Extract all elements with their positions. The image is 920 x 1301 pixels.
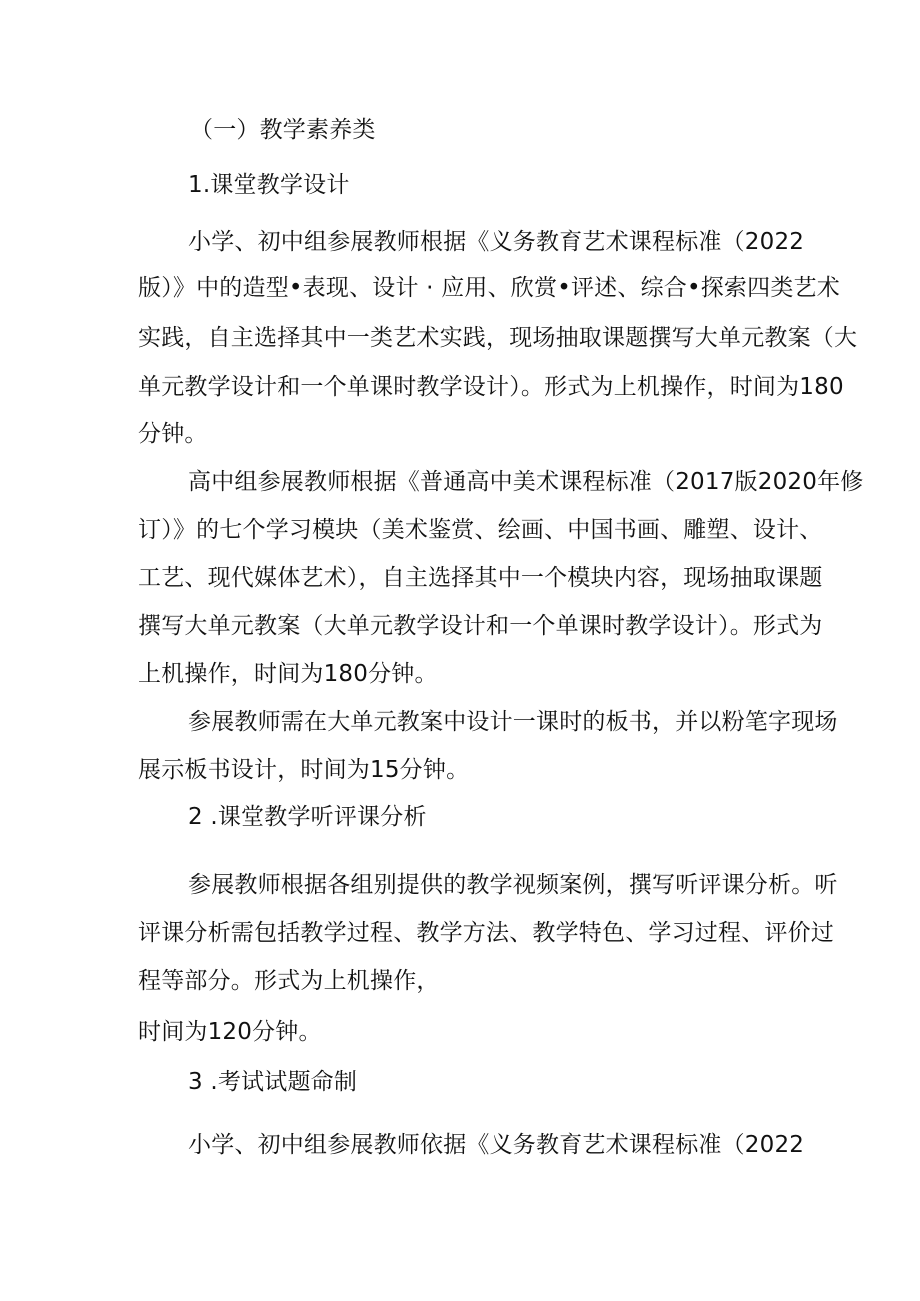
paragraph-line: 小学、初中组参展教师根据《义务教育艺术课程标准（2022 xyxy=(188,229,805,255)
paragraph-line: 高中组参展教师根据《普通高中美术课程标准（2017版2020年修 xyxy=(188,469,864,495)
paragraph-line: 参展教师需在大单元教案中设计一课时的板书，并以粉笔字现场 xyxy=(188,709,838,735)
item-title-lesson-review: 2 .课堂教学听评课分析 xyxy=(188,804,427,830)
paragraph-line: 上机操作，时间为180分钟。 xyxy=(138,661,438,687)
item-title-exam-design: 3 .考试试题命制 xyxy=(188,1069,358,1095)
paragraph-line: 时间为120分钟。 xyxy=(138,1019,322,1045)
paragraph-line: 展示板书设计，时间为15分钟。 xyxy=(138,757,470,783)
paragraph-line: 工艺、现代媒体艺术），自主选择其中一个模块内容，现场抽取课题 xyxy=(138,565,823,591)
paragraph-line: 评课分析需包括教学过程、教学方法、教学特色、学习过程、评价过 xyxy=(138,920,834,946)
paragraph-line: 小学、初中组参展教师依据《义务教育艺术课程标准（2022 xyxy=(188,1132,805,1158)
paragraph-line: 分钟。 xyxy=(138,421,208,447)
paragraph-line: 撰写大单元教案（大单元教学设计和一个单课时教学设计）。形式为 xyxy=(138,613,823,639)
paragraph-line: 程等部分。形式为上机操作， xyxy=(138,968,440,994)
paragraph-line: 版）》中的造型•表现、设计 · 应用、欣赏•评述、综合•探索四类艺术 xyxy=(138,275,840,301)
paragraph-line: 订）》的七个学习模块（美术鉴赏、绘画、中国书画、雕塑、设计、 xyxy=(138,517,823,543)
section-heading: （一）教学素养类 xyxy=(190,117,376,143)
paragraph-line: 单元教学设计和一个单课时教学设计）。形式为上机操作，时间为180 xyxy=(138,374,844,400)
item-title-lesson-design: 1.课堂教学设计 xyxy=(188,172,350,198)
paragraph-line: 实践，自主选择其中一类艺术实践，现场抽取课题撰写大单元教案（大 xyxy=(138,325,858,351)
paragraph-line: 参展教师根据各组别提供的教学视频案例，撰写听评课分析。听 xyxy=(188,872,838,898)
